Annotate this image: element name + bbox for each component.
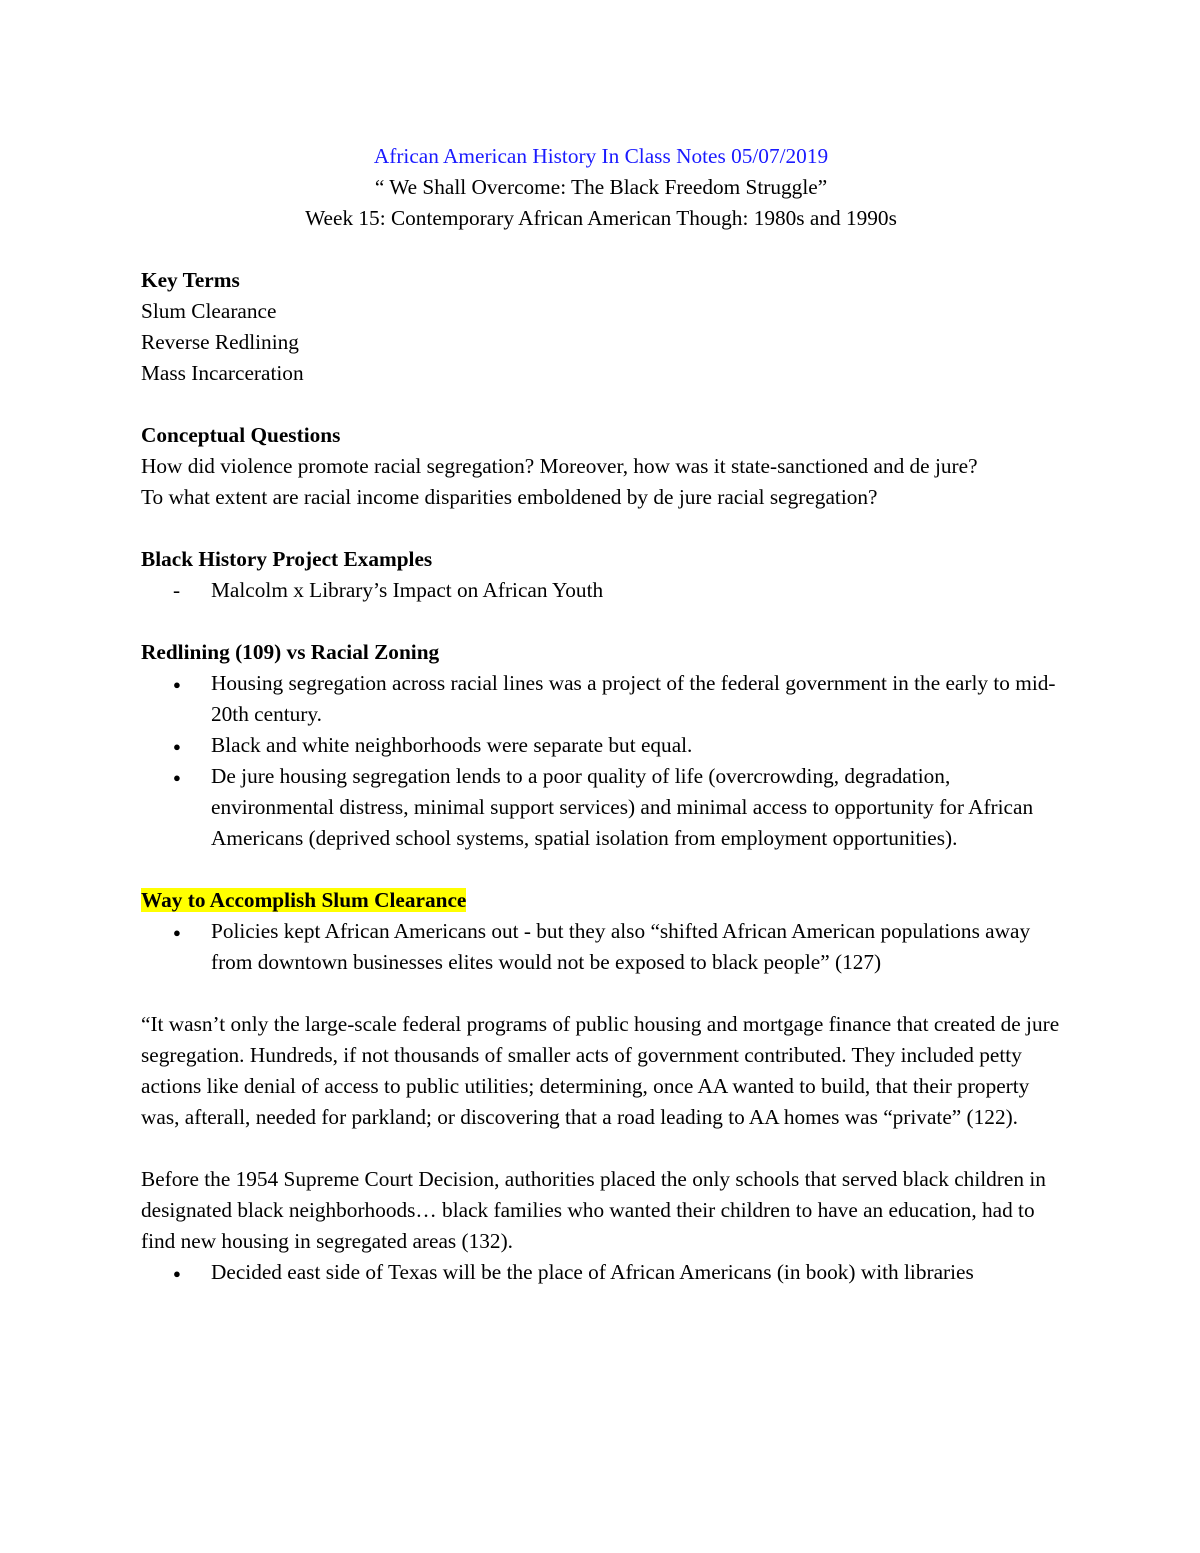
bullet-icon: ●	[173, 1266, 181, 1281]
list-item-text: De jure housing segregation lends to a poor quality of life (overcrowding, degradation, environmental distress, minimal support services) and minimal access to opportunity for African Americans (deprived school systems, spatial isolation from employment opportunities).	[211, 764, 1034, 850]
week-line: Week 15: Contemporary African American Though: 1980s and 1990s	[305, 206, 897, 230]
list-item	[141, 668, 1061, 730]
project-examples-list	[141, 575, 1061, 606]
title-block	[141, 141, 1061, 234]
list-item	[141, 916, 1061, 978]
document-subtitle: “ We Shall Overcome: The Black Freedom Struggle”	[374, 175, 828, 199]
question-item: To what extent are racial income disparities emboldened by de jure racial segregation?	[141, 485, 878, 509]
bullet-icon: ●	[173, 677, 181, 692]
list-item-text: Policies kept African Americans out - but they also “shifted African American populations away from downtown businesses elites would not be exposed to black people” (127)	[211, 919, 1031, 974]
bullet-icon: ●	[173, 770, 181, 785]
spacer	[141, 389, 1061, 420]
court-decision-paragraph: Before the 1954 Supreme Court Decision, authorities placed the only schools that served black children in designated black neighborhoods… black families who wanted their children to have an education, had to find new housing in segregated areas (132).	[141, 1167, 1046, 1253]
final-bullet-list	[141, 1257, 1061, 1288]
spacer	[141, 978, 1061, 1009]
quote-paragraph: “It wasn’t only the large-scale federal programs of public housing and mortgage finance that created de jure segregation. Hundreds, if not thousands of smaller acts of government contributed. They included petty actions like denial of access to public utilities; determining, once AA wanted to build, that their property was, afterall, needed for parkland; or discovering that a road leading to AA homes was “private” (122).	[141, 1012, 1060, 1129]
list-item-text: Decided east side of Texas will be the place of African Americans (in book) with libraries	[211, 1260, 974, 1284]
slum-clearance-list	[141, 916, 1061, 978]
document-title: African American History In Class Notes 05/07/2019	[373, 144, 829, 168]
project-examples-heading: Black History Project Examples	[141, 547, 433, 571]
spacer	[141, 606, 1061, 637]
key-term-item: Reverse Redlining	[141, 330, 299, 354]
list-item-text: Malcolm x Library’s Impact on African Youth	[211, 578, 604, 602]
highlighted-heading-text: Way to Accomplish Slum Clearance	[141, 888, 467, 912]
spacer	[141, 854, 1061, 885]
question-item: How did violence promote racial segregation? Moreover, how was it state-sanctioned and de jure?	[141, 454, 978, 478]
spacer	[141, 513, 1061, 544]
key-term-item: Slum Clearance	[141, 299, 277, 323]
spacer	[141, 1133, 1061, 1164]
bullet-icon: ●	[173, 925, 181, 940]
bullet-icon: ●	[173, 739, 181, 754]
slum-clearance-heading	[141, 885, 1061, 916]
list-item	[141, 761, 1061, 854]
dash-marker: -	[173, 578, 181, 602]
list-item-text: Housing segregation across racial lines was a project of the federal government in the early to mid- 20th century.	[211, 671, 1056, 726]
conceptual-questions-heading: Conceptual Questions	[141, 423, 341, 447]
list-item	[141, 1257, 1061, 1288]
list-item-text: Black and white neighborhoods were separate but equal.	[211, 733, 693, 757]
list-item	[141, 730, 1061, 761]
document-content	[141, 141, 1061, 1288]
list-item	[141, 575, 1061, 606]
redlining-heading: Redlining (109) vs Racial Zoning	[141, 640, 440, 664]
key-terms-heading: Key Terms	[141, 268, 240, 292]
spacer	[141, 234, 1061, 265]
redlining-list	[141, 668, 1061, 854]
key-term-item: Mass Incarceration	[141, 361, 304, 385]
